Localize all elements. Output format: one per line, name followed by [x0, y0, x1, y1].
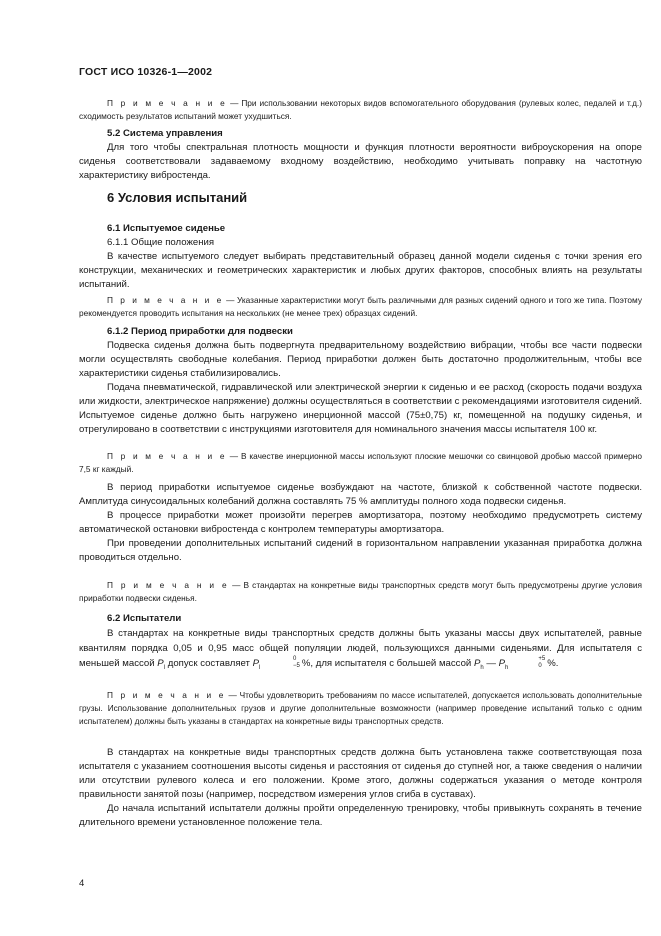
formula-var: P [252, 658, 260, 669]
text-run: %. [547, 658, 559, 669]
paragraph: Подвеска сиденья должна быть подвергнута предварительному воздействию вибрации, чтобы все части подвески могли осуществлять свободные колебания. Период приработки должен быть достаточно продолжительным, чтобы все характеристики сиденья стабилизировались. [79, 340, 642, 379]
text-run: В стандартах на конкретные виды транспортных средств должны быть указаны массы двух испытателей, равные квантилям порядка 0,05 и 0,95 масс общей популяции людей, пользующихся данными сиденьями. Для испытателя с меньшей массой [79, 628, 642, 669]
section-heading: 5.2 Система управления [107, 128, 223, 139]
formula-var: P [157, 658, 164, 669]
note-label: П р и м е ч а н и е [107, 295, 224, 305]
note-label: П р и м е ч а н и е [107, 451, 227, 461]
paragraph: В качестве испытуемого следует выбирать представительный образец данной модели сиденья с точки зрения его конструкции, механических и геометрических характеристик и любых других факторов, способных влиять на результаты испытаний. [79, 251, 642, 290]
paragraph: В период приработки испытуемое сиденье возбуждают на частоте, близкой к собственной частоте подвески. Амплитуда синусоидальных колебаний должна составлять 75 % амплитуды полного хода подвески сиденья. [79, 482, 642, 507]
formula-sub: l [163, 664, 166, 671]
note-text: — Указанные характеристики могут быть различными для разных сидений одного и того же типа. Поэтому рекомендуется проводить испытания на нескольких (не менее трех) образцах сидений. [79, 295, 642, 318]
note-text: — В стандартах на конкретные виды транспортных средств могут быть предусмотрены другие условия приработки подвески сиденья. [79, 580, 642, 603]
paragraph: При проведении дополнительных испытаний сидений в горизонтальном направлении указанная приработка должна проводиться отдельно. [79, 538, 642, 563]
formula-dash: — [483, 658, 499, 669]
formula-sub: h [505, 664, 509, 671]
text-run: допуск составляет [167, 658, 250, 669]
formula-var: P [473, 658, 481, 669]
paragraph: Подача пневматической, гидравлической или электрической энергии к сиденью и ее расход (скорость подачи воздуха или жидкости, электрическое напряжение) должны осуществляться в соответствии с рекомендациями изготовителя сидений. Испытуемое сиденье должно быть нагружено инерционной массой (75±0,75) кг, помещенной на подушку сиденья, и отрегулировано в соответствии с инструкциями изготовителя для номинального значения массы испытателя 100 кг. [79, 382, 642, 435]
section-heading: 6 Условия испытаний [107, 190, 248, 205]
section-6-1-2 [79, 325, 642, 437]
note-text: — При использовании некоторых видов вспомогательного оборудования (рулевых колес, педалей и т.д.) сходимость результатов испытаний может ухудшиться. [79, 98, 642, 121]
tolerance [510, 656, 545, 670]
document-header: ГОСТ ИСО 10326-1—2002 [79, 66, 213, 78]
section-6-2-cont [79, 746, 642, 830]
note-4 [79, 579, 642, 605]
text-run: %, для испытателя с большей массой [301, 658, 472, 669]
tolerance-lower: −5 [293, 663, 300, 670]
tolerance [265, 656, 300, 670]
note-label: П р и м е ч а н и е [107, 690, 226, 700]
section-6-2 [79, 612, 642, 676]
page-number: 4 [79, 878, 85, 889]
note-3 [79, 450, 642, 476]
note-text: — В качестве инерционной массы используют плоские мешочки со свинцовой дробью массой примерно 7,5 кг каждый. [79, 451, 642, 474]
note-text: — Чтобы удовлетворить требованиям по массе испытателей, допускается использовать дополнительные грузы. Использование дополнительных грузов и другие дополнительные возможности (например проведение испытаний только с одним испытателем) должны быть указаны в стандартах на конкретные виды транспортных средств. [79, 690, 642, 726]
section-6-1 [79, 222, 642, 292]
section-6-1-2-cont [79, 481, 642, 565]
note-2 [79, 294, 642, 320]
subsection-heading: 6.1.1 Общие положения [107, 237, 215, 248]
section-heading: 6.2 Испытатели [107, 613, 182, 624]
section-6 [79, 190, 642, 206]
paragraph: В стандартах на конкретные виды транспортных средств должна быть установлена также соответствующая поза испытателя с указанием соотношения высоты сиденья и расстояния от сиденья до ступней ног, а также сведения о наличии или отсутствии рулевого колеса и его положении. Кроме этого, должны содержаться указания о методе контроля правильности занятой позы (например, посредством измерения углов сгиба в суставах). [79, 747, 642, 800]
formula-sub: h [480, 664, 484, 671]
section-5-2 [79, 127, 642, 183]
section-heading: 6.1 Испытуемое сиденье [107, 223, 226, 234]
paragraph [79, 626, 642, 676]
tolerance-lower: 0 [538, 663, 542, 670]
formula-sub: l [259, 664, 261, 671]
paragraph: В процессе приработки может произойти перегрев амортизатора, поэтому необходимо предусмотреть систему автоматической остановки вибростенда с контролем температуры амортизатора. [79, 510, 642, 535]
note-label: П р и м е ч а н и е [107, 580, 229, 590]
formula-var: P [498, 658, 506, 669]
note-5 [79, 689, 642, 728]
paragraph: До начала испытаний испытатели должны пройти определенную тренировку, чтобы привыкнуть сохранять в течение длительного времени установленное положение тела. [79, 803, 642, 828]
tolerance-upper: +5 [538, 656, 546, 663]
section-heading: 6.1.2 Период приработки для подвески [107, 326, 293, 337]
note-label: П р и м е ч а н и е [107, 98, 228, 108]
note-1 [79, 97, 642, 123]
paragraph: Для того чтобы спектральная плотность мощности и функция плотности вероятности виброускорения на опоре сиденья соответствовали задаваемому входному воздействию, необходимо учитывать поправку на частотную характеристику вибростенда. [79, 142, 642, 181]
tolerance-upper: 0 [293, 656, 297, 663]
